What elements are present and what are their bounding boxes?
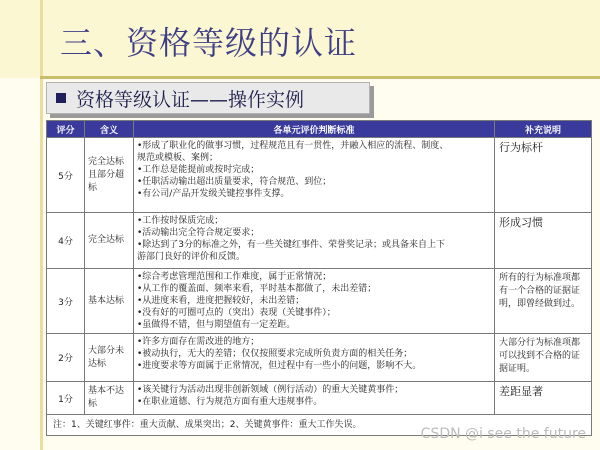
- accent-horizontal-line: [40, 76, 600, 79]
- standard-line: •进度要求等方面属于正常情况，但过程中有一些小的问题，影响不大。: [137, 361, 422, 371]
- accent-vertical-line: [40, 0, 43, 450]
- table-row: [47, 213, 592, 269]
- note-cell: 形成习惯: [495, 213, 592, 269]
- watermark: CSDN @i see the future: [420, 426, 586, 442]
- standard-cell: [134, 269, 495, 334]
- table-header-row: [47, 121, 592, 138]
- standard-line: •虽做得不错，但与期望值有一定差距。: [137, 320, 296, 330]
- standard-cell: [134, 382, 495, 415]
- note-cell: 差距显著: [495, 382, 592, 415]
- standard-cell: [134, 138, 495, 213]
- standard-line: •工作按时保质完成；: [137, 216, 224, 226]
- note-cell: 行为标杆: [495, 138, 592, 213]
- standard-line: •有公司/产品开发级关键控事件支撑。: [137, 189, 290, 199]
- standard-line: •从工作的覆盖面、频率来看，平时基本都做了，未出差错；: [137, 284, 377, 294]
- standard-line: •该关键行为活动出现非创新领域（例行活动）的重大关键黄事件；: [137, 385, 404, 395]
- table-row: [47, 382, 592, 415]
- score-cell: 4分: [47, 213, 85, 269]
- header-note: 补充说明: [495, 121, 592, 138]
- score-cell: 1分: [47, 382, 85, 415]
- standard-line: •除达到了3分的标准之外，有一些关键红事件、荣誉奖记录；或具备来自上下: [137, 240, 446, 250]
- standard-line: •任职活动输出超出质量要求，符合规范、到位；: [137, 177, 332, 187]
- rating-table: [46, 120, 592, 436]
- meaning-cell: 完全达标: [85, 213, 134, 269]
- slide-title: 三、资格等级的认证: [60, 24, 358, 62]
- standard-line: •许多方面存在需改进的地方；: [137, 337, 260, 347]
- slide-subtitle: 资格等级认证——操作实例: [76, 88, 305, 111]
- score-cell: 5分: [47, 138, 85, 213]
- standard-line: •被动执行，无大的差错；仅仅按照要求完成所负责方面的相关任务；: [137, 349, 413, 359]
- meaning-cell: 大部分未达标: [85, 334, 134, 382]
- table-row: [47, 138, 592, 213]
- note-cell: 大部分行为标准项都可以找到不合格的证据证明。: [495, 334, 592, 382]
- meaning-cell: 基本不达标: [85, 382, 134, 415]
- standard-line: •没有好的可圈可点的（突出）表现（关键事件）；: [137, 308, 336, 318]
- header-score: 评分: [47, 121, 85, 138]
- standard-line: •在职业道德、行为规范方面有重大违规事件。: [137, 397, 323, 407]
- standard-line: •从进度来看，进度把握较好，未出差错；: [137, 296, 305, 306]
- standard-line: •综合考虑管理范围和工作难度，属于正常情况；: [137, 272, 332, 282]
- score-cell: 3分: [47, 269, 85, 334]
- standard-cell: [134, 213, 495, 269]
- meaning-cell: 完全达标且部分超标: [85, 138, 134, 213]
- score-cell: 2分: [47, 334, 85, 382]
- standard-line: 游部门良好的评价和反馈。: [137, 252, 246, 262]
- table-row: [47, 269, 592, 334]
- standard-line: •工作总是能提前或按时完成；: [137, 165, 260, 175]
- table-footnote: 注：1、关键红事件：重大贡献、成果突出；2、关键黄事件：重大工作失误。: [47, 415, 592, 436]
- subtitle-box: [46, 82, 370, 114]
- note-cell: 所有的行为标准项都有一个合格的证据证明，即曾经做到过。: [495, 269, 592, 334]
- standard-cell: [134, 334, 495, 382]
- standard-line: •活动输出完全符合规定要求；: [137, 228, 260, 238]
- table-row: [47, 334, 592, 382]
- standard-line: 规范或模板、案例；: [137, 153, 219, 163]
- header-meaning: 含义: [85, 121, 134, 138]
- header-standard: 各单元评价判断标准: [134, 121, 495, 138]
- square-bullet-icon: [56, 93, 66, 103]
- standard-line: •形成了职业化的做事习惯，过程规范且有一贯性，并融入相应的流程、制度、: [137, 141, 449, 151]
- meaning-cell: 基本达标: [85, 269, 134, 334]
